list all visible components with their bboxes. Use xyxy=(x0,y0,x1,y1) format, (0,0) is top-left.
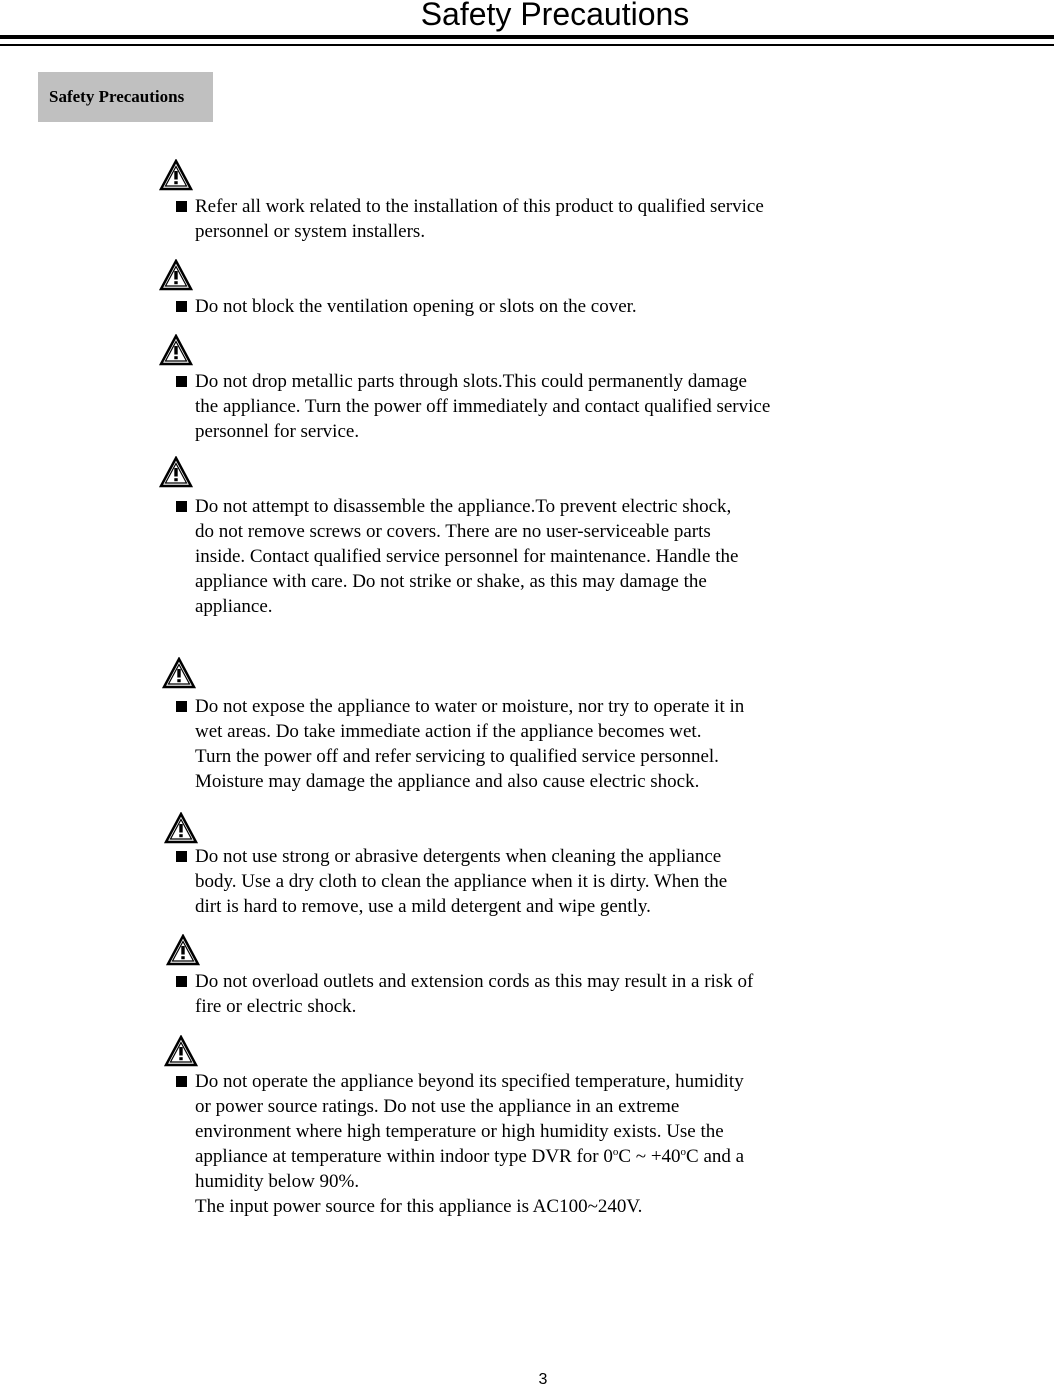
header-rule-thick xyxy=(0,35,1054,39)
precaution-text: Do not drop metallic parts through slots.This could permanently damage the appliance. Turn the power off immediately and contact qualified service personnel for service. xyxy=(195,371,771,442)
square-bullet-icon xyxy=(176,301,187,312)
warning-triangle-icon xyxy=(164,1035,198,1067)
square-bullet-icon xyxy=(176,501,187,512)
precaution-text: Do not expose the appliance to water or moisture, nor try to operate it in wet areas. Do take immediate action if the appliance becomes wet. Turn the power off and refer servicing to qualified service personnel. Moisture may damage the appliance and also cause electric shock. xyxy=(195,696,745,792)
square-bullet-icon xyxy=(176,1076,187,1087)
warning-triangle-icon xyxy=(159,334,193,366)
warning-triangle-icon xyxy=(164,812,198,844)
page-title: Safety Precautions xyxy=(420,0,690,32)
square-bullet-icon xyxy=(176,201,187,212)
temperature-range-line: appliance at temperature within indoor type DVR for 0$^o$C ~ $+40^oC$ and a xyxy=(195,1146,745,1167)
precaution-text: Do not block the ventilation opening or slots on the cover. xyxy=(195,296,637,317)
precaution-text: Do not overload outlets and extension cords as this may result in a risk of fire or electric shock. xyxy=(195,971,754,1017)
square-bullet-icon xyxy=(176,376,187,387)
section-tab: Safety Precautions xyxy=(38,72,213,122)
precaution-text: Refer all work related to the installation of this product to qualified service personnel or system installers. xyxy=(195,196,764,242)
precaution-text: Do not attempt to disassemble the appliance.To prevent electric shock, do not remove screws or covers. There are no user-serviceable parts inside. Contact qualified service personnel for maintenance. Handle the appliance with care. Do not strike or shake, as this may damage the appliance. xyxy=(195,496,739,617)
warning-triangle-icon xyxy=(159,259,193,291)
warning-triangle-icon xyxy=(159,456,193,488)
warning-triangle-icon xyxy=(166,934,200,966)
warning-triangle-icon xyxy=(162,657,196,689)
warning-triangle-icon xyxy=(159,159,193,191)
precaution-text: Do not use strong or abrasive detergents when cleaning the appliance body. Use a dry cloth to clean the appliance when it is dirty. When the dirt is hard to remove, use a mild detergent and wipe gently. xyxy=(195,846,728,917)
precaution-text: Do not operate the appliance beyond its specified temperature, humidity or power source ratings. Do not use the appliance in an extreme environment where high temperature or high humidity exists. Use the appliance at temperature within indoor type DVR for 0$^o$C ~ $+40^oC$ and a humidity below 90%. The input power source for this appliance is AC100~240V. xyxy=(195,1069,875,1219)
header-rule-thin xyxy=(0,44,1054,46)
square-bullet-icon xyxy=(176,701,187,712)
page-number: 3 xyxy=(538,1371,548,1388)
square-bullet-icon xyxy=(176,976,187,987)
square-bullet-icon xyxy=(176,851,187,862)
